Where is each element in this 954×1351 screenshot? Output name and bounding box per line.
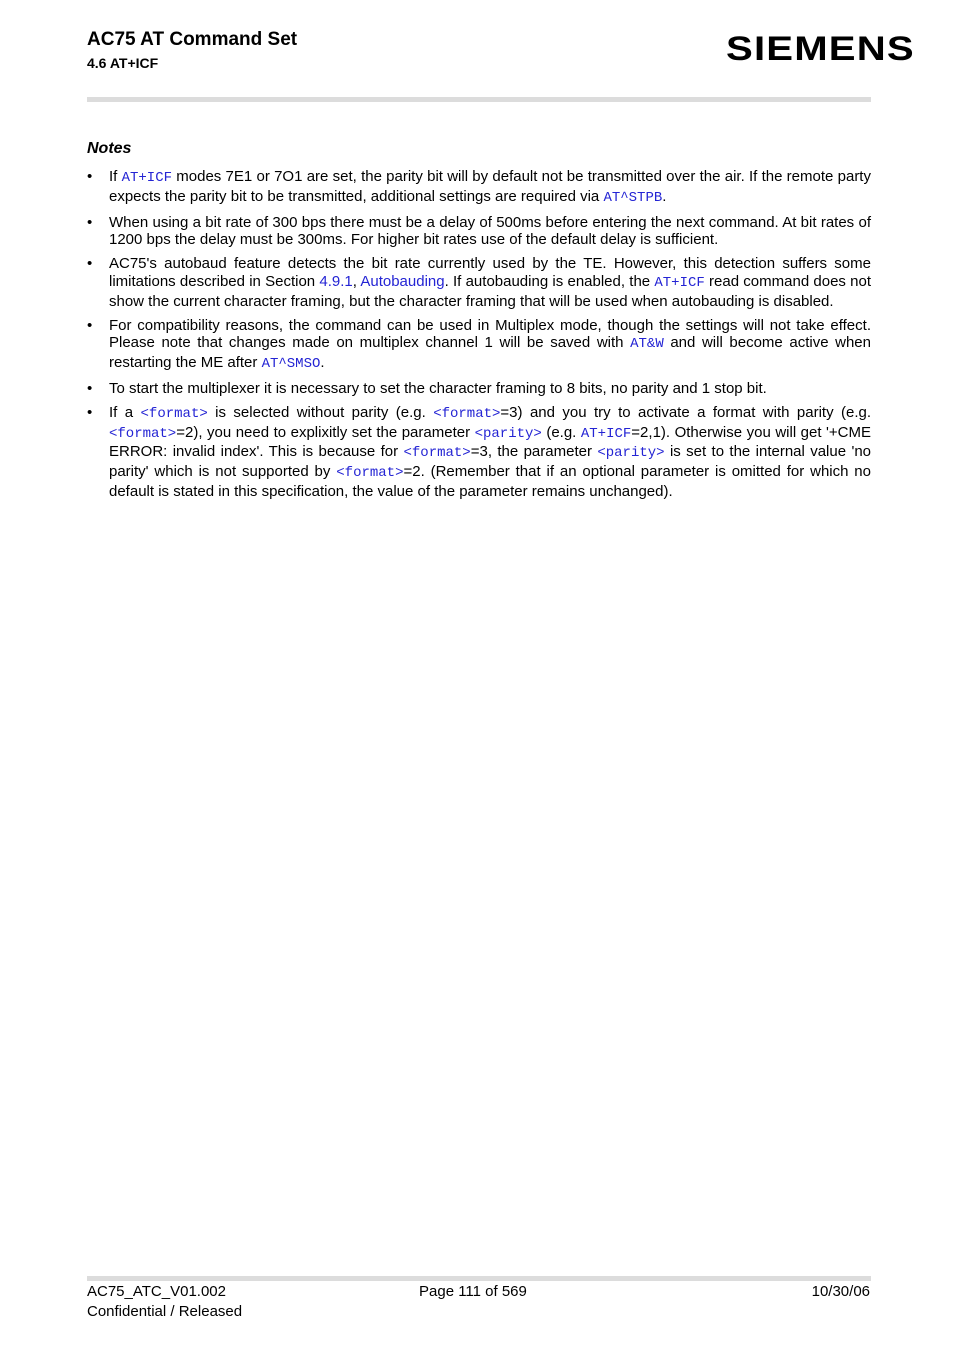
note-text: read command does not show the current character framing, but the character framing that will be used when autobauding is disabled.: [109, 272, 872, 310]
footer-doc-id: AC75_ATC_V01.002: [87, 1283, 226, 1300]
note-text: To start the multiplexer it is necessary to set the character framing to 8 bits, no parity and 1 stop bit.: [109, 379, 767, 397]
footer-date: 10/30/06: [811, 1283, 870, 1300]
document-title: AC75 AT Command Set: [87, 29, 298, 50]
notes-title: Notes: [87, 140, 132, 157]
command-link[interactable]: <parity>: [474, 425, 542, 442]
note-text: If a: [109, 403, 141, 421]
command-link[interactable]: <parity>: [597, 445, 665, 462]
notes-list: [87, 168, 871, 507]
command-link[interactable]: <format>: [109, 425, 177, 442]
note-text: .: [320, 354, 325, 372]
command-link[interactable]: AT+ICF: [654, 274, 705, 291]
siemens-logo: SIEMENS: [726, 30, 915, 68]
command-link[interactable]: AT^SMSO: [261, 356, 321, 373]
command-link[interactable]: <format>: [140, 405, 208, 422]
section-link[interactable]: Autobauding: [360, 272, 445, 290]
note-item: [87, 404, 871, 501]
note-text: AC75's autobaud feature detects the bit rate currently used by the TE. However, this detection suffers some limitations described in Section: [109, 255, 871, 290]
command-link[interactable]: AT+ICF: [580, 425, 632, 442]
note-text: =3) and you try to activate a format with parity (e.g.: [500, 403, 872, 421]
footer-rule: [87, 1276, 871, 1281]
note-text: When using a bit rate of 300 bps there must be a delay of 500ms before entering the next command. At bit rates of 1200 bps the delay must be 300ms. For higher bit rates use of the default delay is sufficient.: [109, 213, 871, 249]
note-text: =2), you need to explixitly set the parameter: [176, 423, 475, 441]
section-heading: 4.6 AT+ICF: [87, 55, 159, 71]
command-link[interactable]: <format>: [336, 465, 404, 482]
note-text: is selected without parity (e.g.: [207, 403, 434, 421]
note-item: [87, 255, 871, 310]
note-text: and will become active when restarting the ME after: [109, 334, 871, 372]
command-link[interactable]: AT^STPB: [603, 189, 663, 206]
note-text: .: [662, 187, 667, 205]
note-text: If: [109, 168, 122, 185]
command-link[interactable]: AT+ICF: [121, 170, 173, 186]
note-text: For compatibility reasons, the command can be used in Multiplex mode, though the settings will not take effect. Please note that changes made on multiplex channel 1 will be saved with: [109, 316, 871, 352]
command-link[interactable]: <format>: [433, 405, 501, 422]
section-link[interactable]: 4.9.1: [319, 272, 353, 290]
footer-status: Confidential / Released: [87, 1303, 243, 1320]
note-item: [87, 317, 871, 374]
command-link[interactable]: AT&W: [630, 336, 664, 353]
note-text: =3, the parameter: [470, 443, 598, 461]
note-item: [87, 168, 871, 208]
note-item: [87, 380, 871, 398]
header-rule: [87, 97, 871, 102]
note-text: is set to the internal value 'no parity' which is not supported by: [109, 443, 871, 481]
command-link[interactable]: <format>: [403, 445, 471, 462]
note-text: =2. (Remember that if an optional parameter is omitted for which no default is stated in this specification, the value of the parameter remains unchanged).: [109, 463, 871, 500]
footer-page-number: Page 111 of 569: [419, 1283, 527, 1300]
note-text: modes 7E1 or 7O1 are set, the parity bit will by default not be transmitted over the air. If the remote party expects the parity bit to be transmitted, additional settings are required via: [109, 168, 871, 205]
note-text: (e.g.: [541, 423, 581, 441]
note-text: =2,1). Otherwise you will get '+CME ERROR: invalid index'. This is because for: [109, 423, 871, 461]
note-item: [87, 214, 871, 250]
note-text: . If autobauding is enabled, the: [444, 272, 655, 290]
note-text: ,: [352, 272, 361, 290]
